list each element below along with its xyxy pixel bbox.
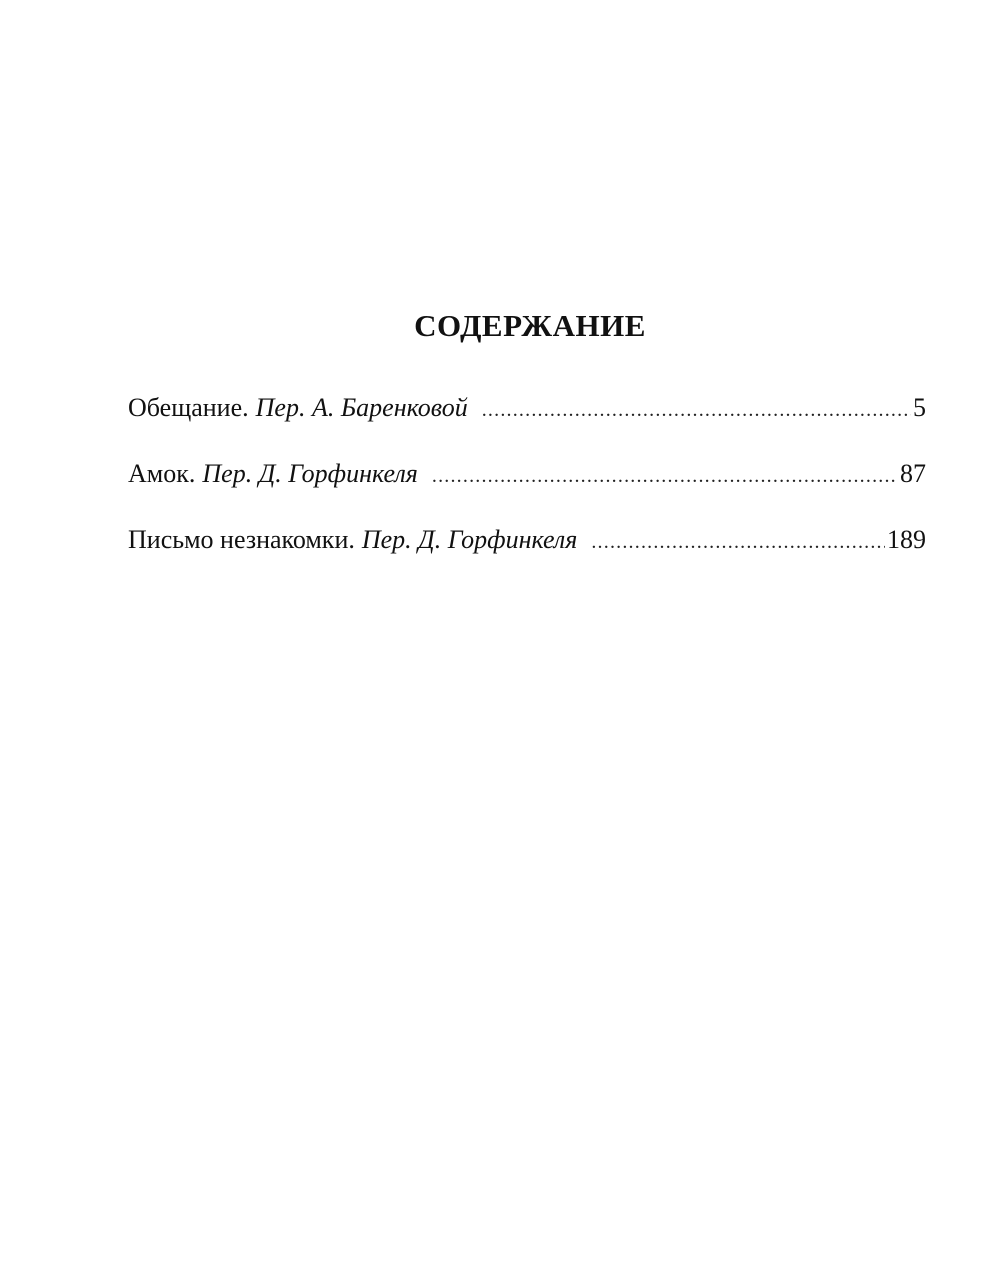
- toc-entry-translator: Пер. Д. Горфинкеля: [361, 525, 578, 554]
- toc-dot-leader: [591, 522, 885, 562]
- toc-entry-page-number: 5: [913, 393, 926, 422]
- toc-entry: [128, 520, 926, 586]
- toc-entry: [128, 454, 926, 520]
- toc-entry-title: Обещание.: [128, 393, 249, 422]
- toc-entry: [128, 388, 926, 454]
- toc-dot-leader: [432, 456, 898, 496]
- toc-entry-page-number: 189: [887, 525, 926, 554]
- toc-entry-title: Письмо незнакомки.: [128, 525, 355, 554]
- toc-dot-leader: [482, 390, 911, 430]
- toc-entry-translator: Пер. А. Баренковой: [255, 393, 468, 422]
- toc-entry-translator: Пер. Д. Горфинкеля: [202, 459, 418, 488]
- toc-entry-title: Амок.: [128, 459, 196, 488]
- toc-entry-page-number: 87: [900, 459, 926, 488]
- page-title: СОДЕРЖАНИЕ: [414, 308, 646, 343]
- table-of-contents: [128, 388, 926, 586]
